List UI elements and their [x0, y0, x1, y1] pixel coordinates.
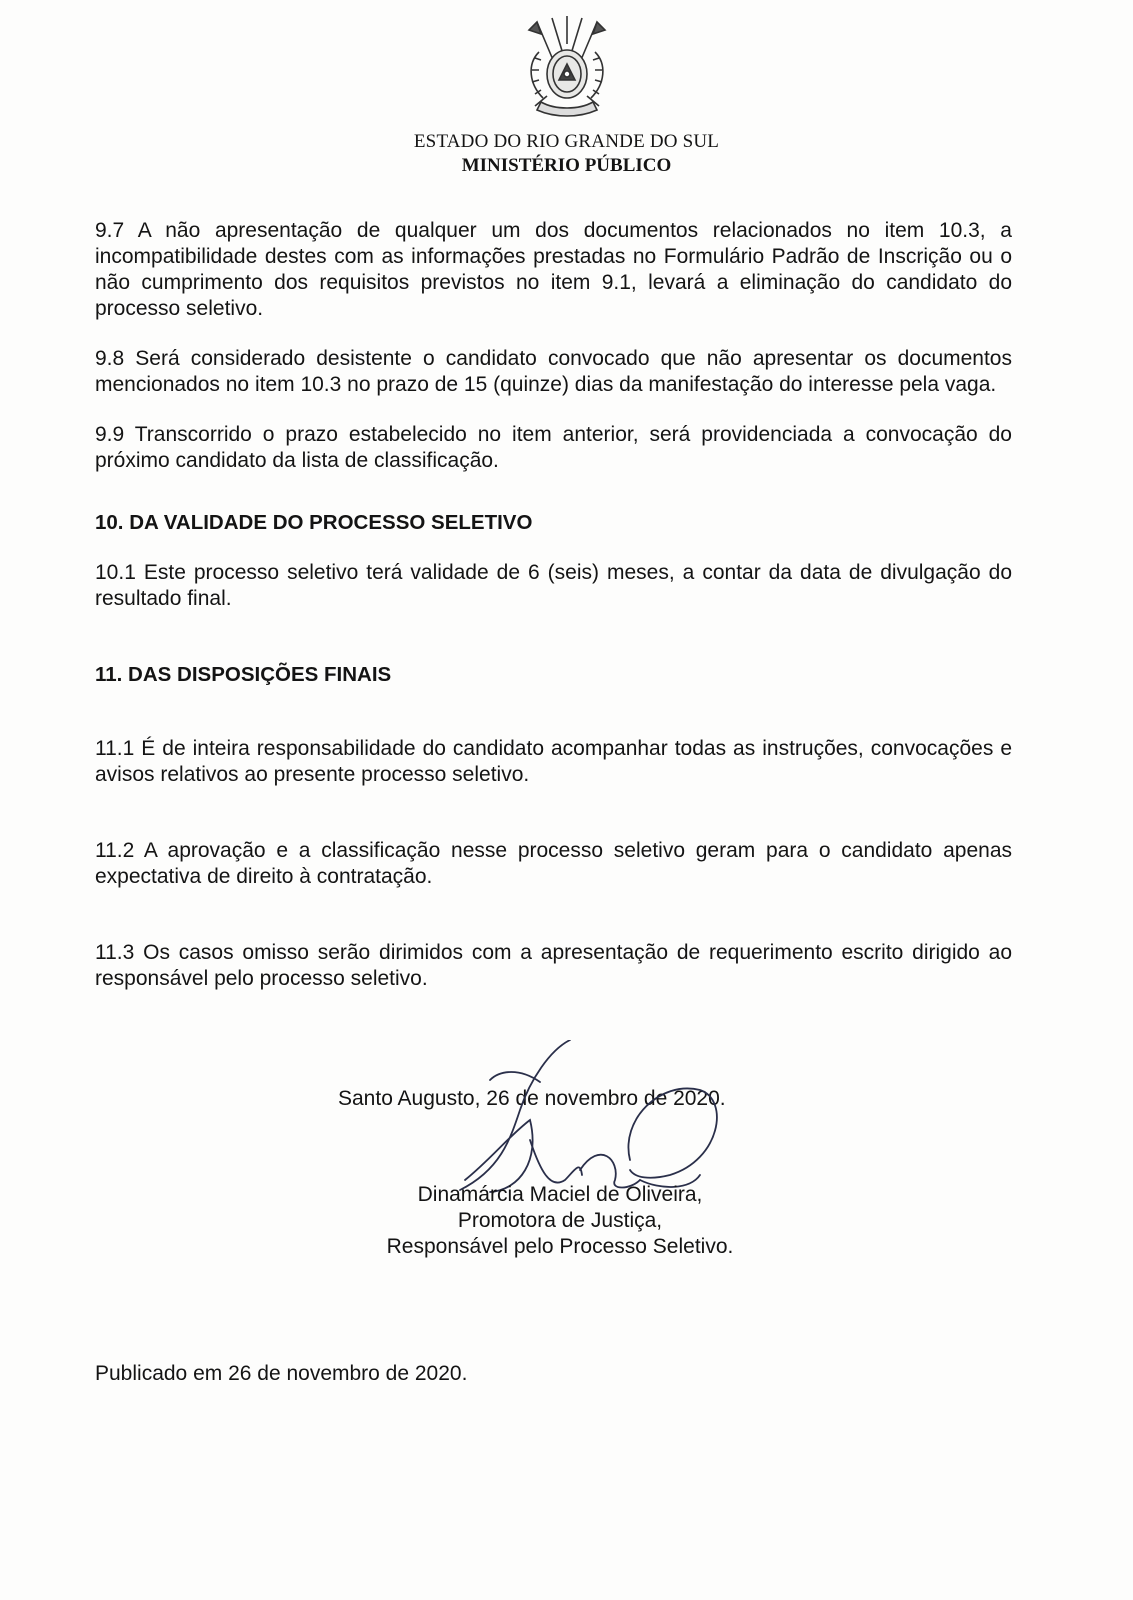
paragraph-9-8: 9.8 Será considerado desistente o candidato convocado que não apresentar os documentos mencionados no item 10.3 no prazo de 15 (quinze) dias da manifestação do interesse pela vaga.: [95, 347, 1012, 396]
section-heading-11: 11. DAS DISPOSIÇÕES FINAIS: [95, 663, 392, 686]
state-name: ESTADO DO RIO GRANDE DO SUL: [413, 131, 720, 152]
paragraph-11-1: 11.1 É de inteira responsabilidade do candidato acompanhar todas as instruções, convocações e avisos relativos ao presente processo seletivo.: [95, 737, 1012, 786]
letterhead: [0, 14, 1133, 178]
coat-of-arms-icon: [517, 14, 617, 122]
publication-note: Publicado em 26 de novembro de 2020.: [95, 1362, 468, 1385]
paragraph-11-2: 11.2 A aprovação e a classificação nesse processo seletivo geram para o candidato apenas expectativa de direito à contratação.: [95, 839, 1012, 888]
signatory-name: Dinamárcia Maciel de Oliveira,: [417, 1183, 703, 1206]
document-body: [95, 218, 1012, 1016]
paragraph-9-9: 9.9 Transcorrido o prazo estabelecido no item anterior, será providenciada a convocação do próximo candidato da lista de classificação.: [95, 423, 1012, 472]
signatory-role: Promotora de Justiça,: [457, 1209, 663, 1232]
section-heading-10: 10. DA VALIDADE DO PROCESSO SELETIVO: [95, 511, 533, 534]
place-and-date: Santo Augusto, 26 de novembro de 2020.: [338, 1087, 726, 1110]
paragraph-9-7: 9.7 A não apresentação de qualquer um dos documentos relacionados no item 10.3, a incompatibilidade destes com as informações prestadas no Formulário Padrão de Inscrição ou o não cumprimento dos requisitos previstos no item 9.1, levará a eliminação do candidato do processo seletivo.: [95, 219, 1012, 320]
ministry-name: MINISTÉRIO PÚBLICO: [461, 155, 672, 176]
paragraph-11-3: 11.3 Os casos omisso serão dirimidos com a apresentação de requerimento escrito dirigido ao responsável pelo processo seletivo.: [95, 941, 1012, 990]
signatory-responsibility: Responsável pelo Processo Seletivo.: [386, 1235, 734, 1258]
paragraph-10-1: 10.1 Este processo seletivo terá validade de 6 (seis) meses, a contar da data de divulgação do resultado final.: [95, 561, 1012, 610]
